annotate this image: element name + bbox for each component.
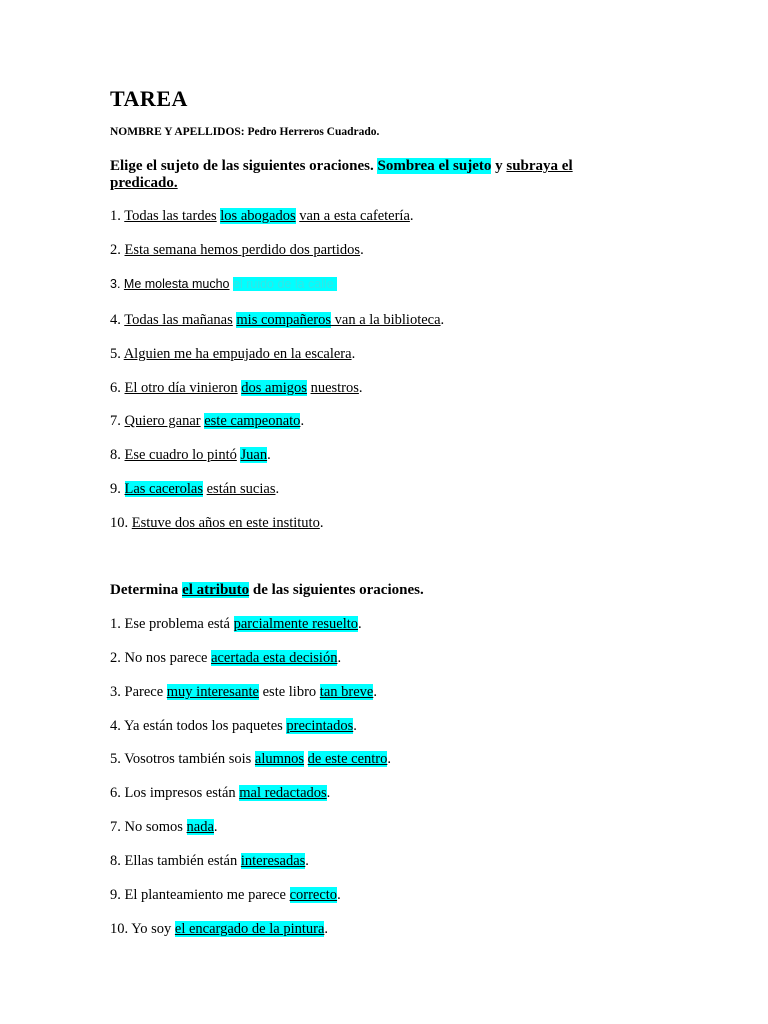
text-segment: Vosotros también sois [124,751,255,767]
text-segment: 9. [110,887,125,903]
text-segment: 6. [110,785,125,801]
text-segment: Parece [124,684,167,700]
text-segment: Las cacerolas [124,481,203,497]
section2-item [110,886,341,904]
text-segment: los abogados [220,208,296,224]
text-segment: correcto [289,887,338,903]
text-segment: 1. [110,616,125,632]
text-segment: de este centro [307,751,388,767]
text-segment: dos amigos [241,380,307,396]
text-segment: . [351,346,356,362]
text-segment: van a la biblioteca [331,312,441,328]
text-segment: interesadas [240,853,306,869]
text-segment: muy interesante [166,684,259,700]
section1-item [110,412,304,430]
text-segment: 6. [110,380,125,396]
text-segment: Quiero ganar [124,413,201,429]
section2-item [110,750,391,768]
section2-item [110,649,341,667]
text-segment: 9. [110,481,125,497]
text-segment: Determina [110,582,183,598]
text-segment: . [213,819,218,835]
text-segment: 3. [110,684,125,700]
text-segment: Estuve dos años en este instituto [131,515,320,531]
text-segment: 10. [110,515,132,531]
text-segment: mal redactados [239,785,327,801]
text-segment: mis compañeros [236,312,332,328]
section2-item [110,717,357,735]
text-segment: . [319,515,324,531]
page-title: TAREA [110,86,188,111]
text-segment: 5. [110,346,124,362]
section2-instruction [110,582,424,599]
text-segment: . [337,887,341,903]
text-segment: . [387,751,392,767]
text-segment: van a esta cafetería [299,208,410,224]
text-segment: . [358,616,362,632]
text-segment: nada [186,819,214,835]
text-segment: subraya el [506,158,573,174]
text-segment: Alguien me ha empujado en la escalera [123,346,352,362]
text-segment: . [358,380,363,396]
text-segment: 8. [110,853,125,869]
text-segment: el atributo [182,582,250,598]
text-segment: Todas las tardes [124,208,217,224]
text-segment: El otro día vinieron [124,380,238,396]
section1-item [110,275,337,293]
text-segment: 10. [110,921,132,937]
text-segment: acertada esta decisión [211,650,338,666]
text-segment: Me molesta mucho [123,277,230,291]
text-segment: este libro [258,684,320,700]
text-segment: . [337,650,342,666]
text-segment: Yo soy [131,921,175,937]
section1-item [110,379,363,397]
text-segment: este campeonato [204,413,301,429]
text-segment: No somos [124,819,187,835]
text-segment: alumnos [254,751,305,767]
text-segment: . [353,718,357,734]
text-segment: . [267,447,271,463]
text-segment: . [409,208,414,224]
section2-item [110,615,362,633]
text-segment: están sucias [206,481,276,497]
text-segment: predicado. [110,175,178,191]
text-segment: Los impresos están [124,785,240,801]
section1-item [110,207,414,225]
text-segment: . [305,853,309,869]
text-segment: Esta semana hemos perdido dos partidos [124,242,361,258]
text-segment: 4. [110,718,124,734]
text-segment: nuestros [310,380,359,396]
section2-item [110,784,330,802]
text-segment: Todas las mañanas [124,312,233,328]
text-segment: 1. [110,208,125,224]
text-segment: Ese problema está [124,616,234,632]
text-segment: de las siguientes oraciones. [249,582,424,598]
section1-item [110,345,355,363]
section1-item [110,311,444,329]
text-segment: . [326,785,331,801]
text-segment: 5. [110,751,125,767]
text-segment: Ese cuadro lo pintó [124,447,237,463]
text-segment: . [440,312,445,328]
text-segment: . [300,413,305,429]
text-segment: Sombrea el sujeto [377,158,492,174]
text-segment: precintados [286,718,354,734]
section2-item [110,920,328,938]
text-segment: Elige el sujeto de las siguientes oraciones. [110,158,378,174]
text-segment: . [360,242,364,258]
student-name-line: NOMBRE Y APELLIDOS: Pedro Herreros Cuadrado. [110,126,380,138]
text-segment: Ya están todos los paquetes [123,718,287,734]
text-segment: tan breve [319,684,374,700]
text-segment: 7. [110,819,125,835]
section1-item [110,446,271,464]
section2-item [110,683,377,701]
text-segment: El planteamiento me parece [124,887,290,903]
text-segment: Ellas también están [124,853,241,869]
text-segment: . [275,481,280,497]
text-segment: 2. [110,242,125,258]
section1-item [110,480,279,498]
section1-item [110,241,364,259]
text-segment: parcialmente resuelto [233,616,359,632]
text-segment: 4. [110,312,125,328]
text-segment: No nos parece [124,650,212,666]
text-segment: . [324,921,329,937]
section2-item [110,852,309,870]
text-segment: 3. [110,277,124,291]
text-segment: 2. [110,650,125,666]
text-segment: 8. [110,447,125,463]
section1-item [110,514,323,532]
text-segment: el encargado de la pintura [174,921,325,937]
section1-instruction [110,158,610,192]
text-segment: Juan [240,447,268,463]
section2-item [110,818,218,836]
text-segment: el ruido de la calle. [233,277,338,291]
text-segment: . [373,684,377,700]
text-segment: y [491,158,507,174]
text-segment: 7. [110,413,125,429]
